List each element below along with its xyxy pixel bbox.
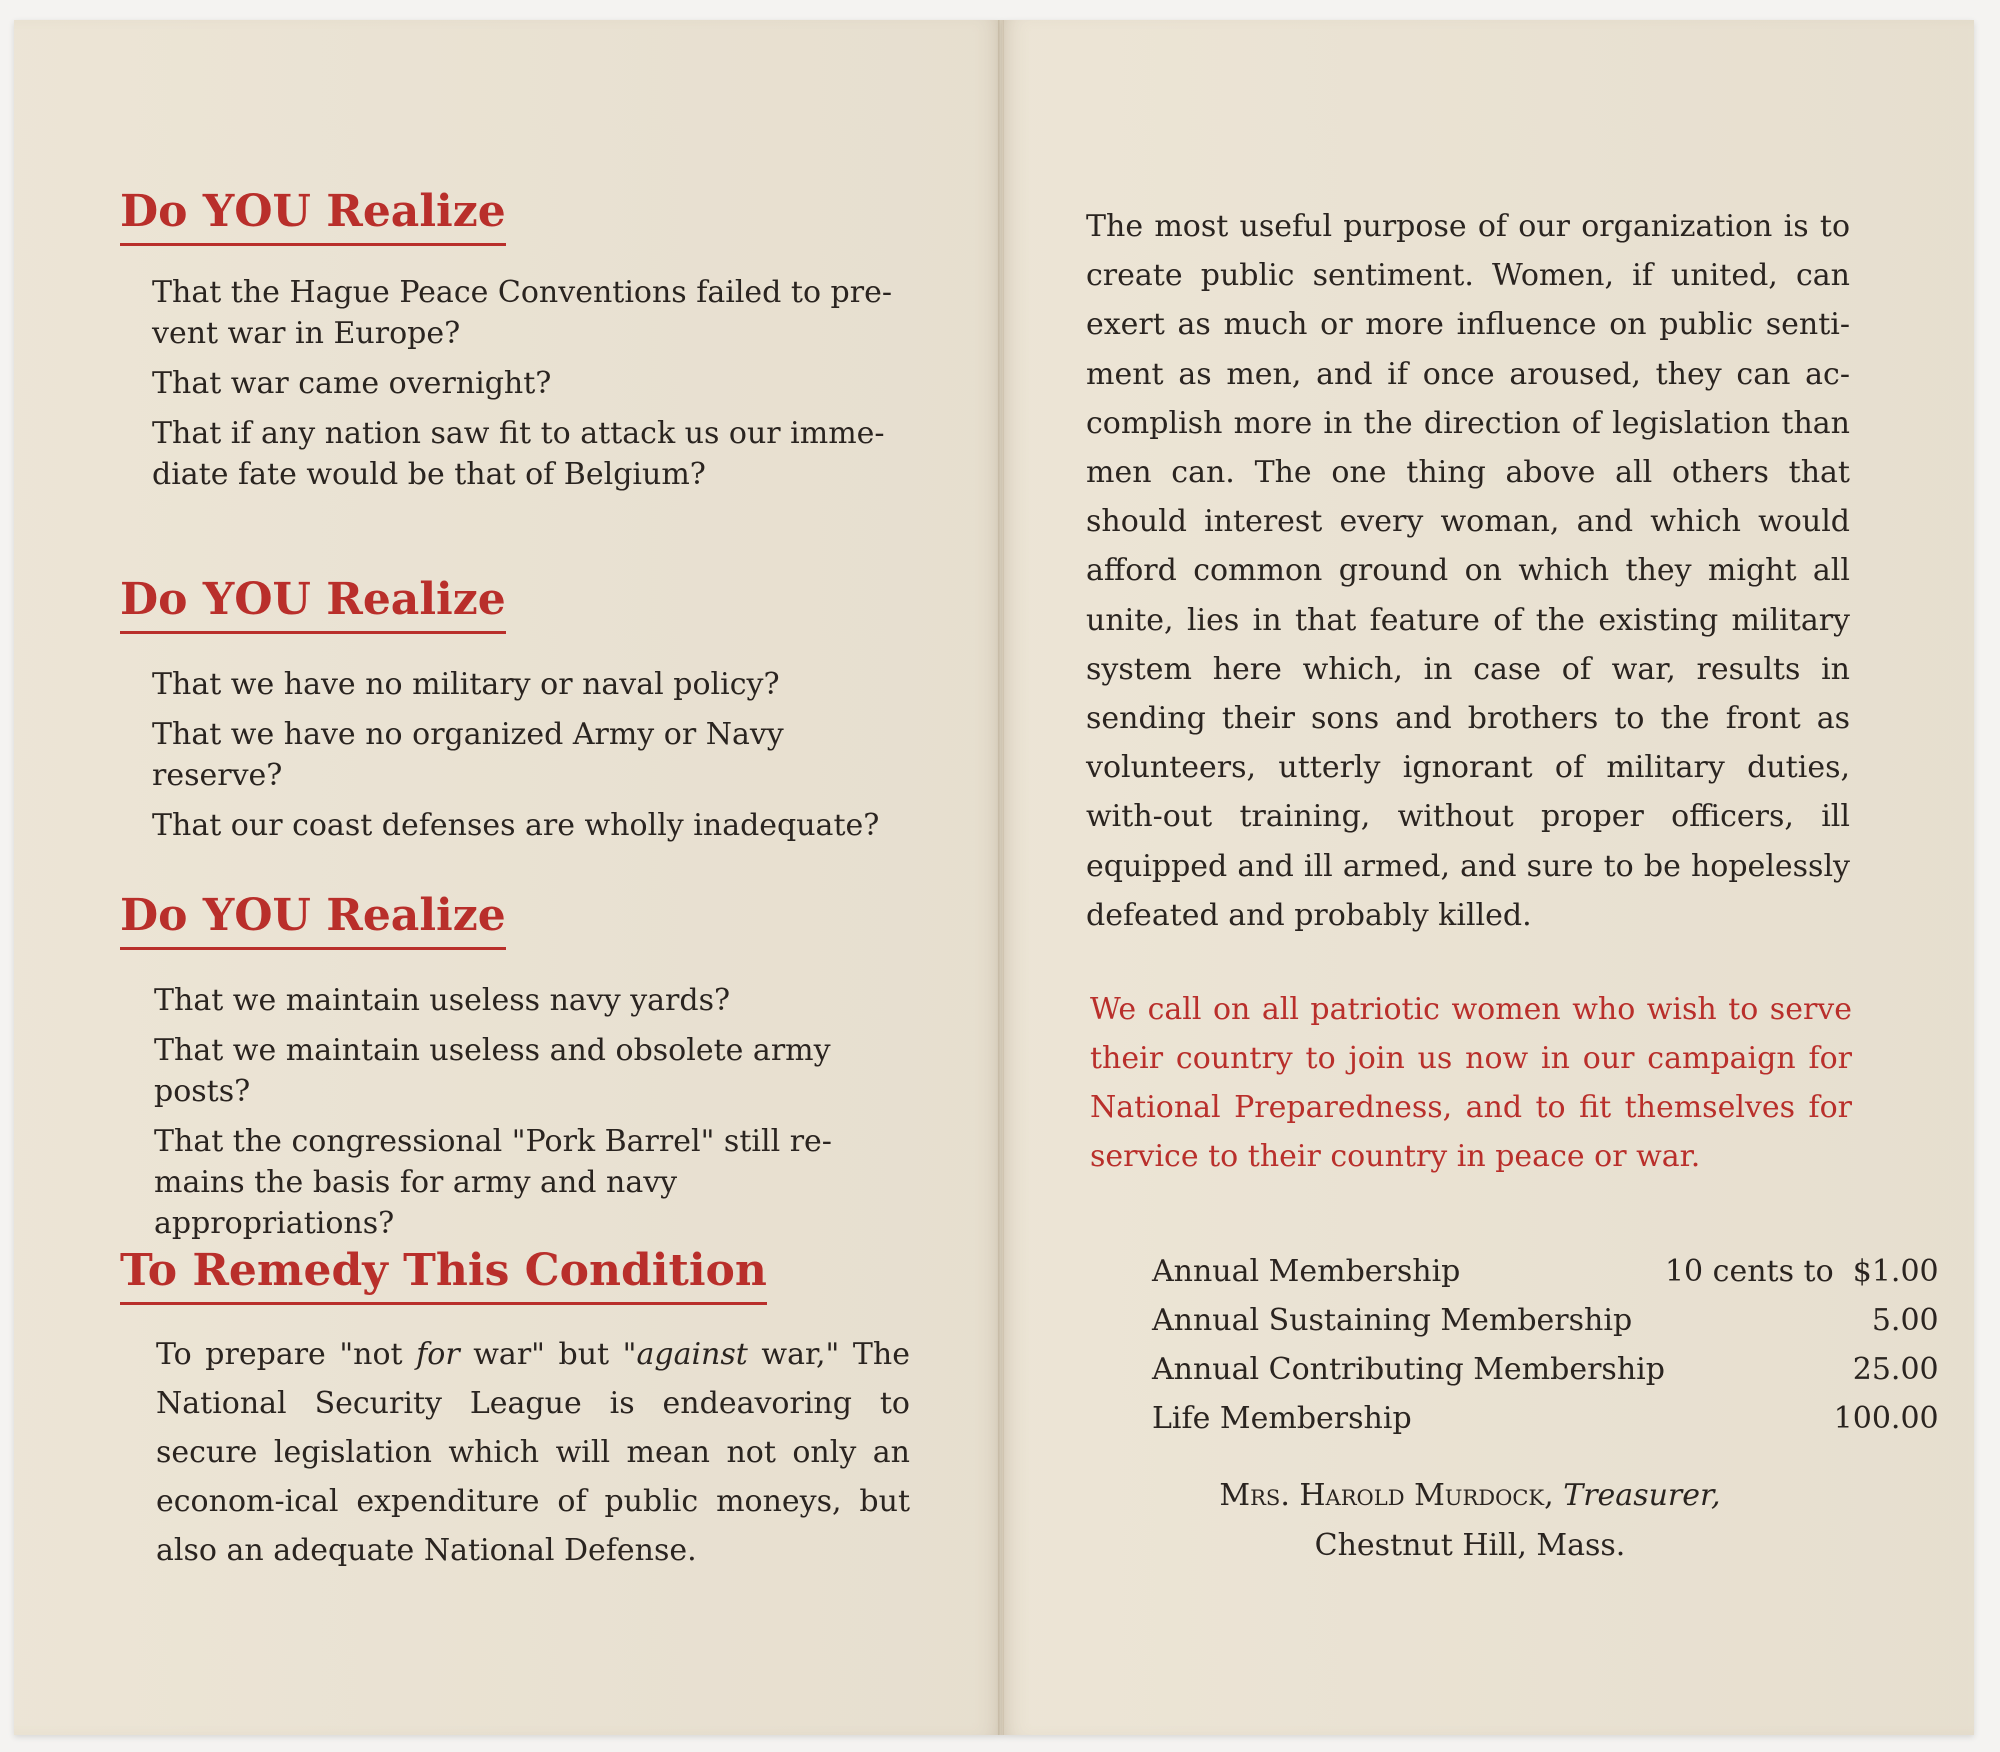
remedy-text-part: war," The National Security League is endeavoring to secure legislation which will mean not only an econom-ical expenditure of public moneys, but also an adequate National Defense. — [156, 1337, 910, 1568]
remedy-text-emphasis: against — [636, 1337, 748, 1372]
section-heading: Do YOU Realize — [120, 890, 506, 950]
page-fold — [998, 20, 1004, 1735]
remedy-paragraph — [156, 1330, 910, 1575]
organization-purpose-paragraph: The most useful purpose of our organization is to create public sentiment. Women, if united, can exert as much or more influence on public senti-ment as men, and if once aroused, they can ac-complish more in the direction of legislation than men can. The one thing above all others that should interest every woman, and which would afford common ground on which they might all unite, lies in that feature of the existing military system here which, in case of war, results in sending their sons and brothers to the front as volunteers, utterly ignorant of military duties, with-out training, without proper officers, ill equipped and ill armed, and sure to be hopelessly defeated and probably killed. — [1086, 209, 1850, 933]
remedy-text-emphasis: for — [416, 1337, 460, 1372]
membership-range — [1665, 1296, 1834, 1345]
membership-amount: $1.00 — [1852, 1254, 1939, 1289]
membership-name: Annual Membership — [1152, 1254, 1461, 1289]
call-to-action-paragraph: We call on all patriotic women who wish to serve their country to join us now in our campaign for National Preparedness, and to fit themselves for service to their country in peace or war. — [1090, 992, 1852, 1174]
membership-name: Annual Contributing Membership — [1152, 1352, 1665, 1387]
membership-amount: 25.00 — [1852, 1352, 1939, 1387]
section-heading: Do YOU Realize — [120, 574, 506, 634]
membership-name: Annual Sustaining Membership — [1152, 1303, 1633, 1338]
membership-amount: 5.00 — [1871, 1303, 1939, 1338]
question-item: That our coast defenses are wholly inadequate? — [152, 808, 880, 843]
membership-row — [1152, 1247, 1939, 1296]
question-item: That the Hague Peace Conventions failed to pre-vent war in Europe? — [152, 275, 892, 351]
question-item: That we maintain useless and obsolete army posts? — [154, 1033, 831, 1109]
question-item: That the congressional "Pork Barrel" still re-mains the basis for army and navy appropriations? — [154, 1124, 832, 1241]
membership-range: 10 cents to — [1664, 1254, 1834, 1289]
section-heading: Do YOU Realize — [120, 186, 506, 246]
treasurer-title: Treasurer, — [1563, 1478, 1721, 1513]
membership-range — [1665, 1394, 1834, 1443]
membership-range — [1665, 1345, 1834, 1394]
membership-row — [1152, 1296, 1939, 1345]
treasurer-line — [1100, 1478, 1840, 1513]
membership-table — [1152, 1247, 1939, 1443]
question-item: That we have no military or naval policy? — [152, 667, 780, 702]
membership-name: Life Membership — [1152, 1401, 1412, 1436]
question-item: That war came overnight? — [152, 366, 552, 401]
membership-row — [1152, 1345, 1939, 1394]
treasurer-location: Chestnut Hill, Mass. — [1314, 1528, 1626, 1563]
remedy-text-part: war" but " — [459, 1337, 637, 1372]
membership-row — [1152, 1394, 1939, 1443]
question-list — [152, 664, 922, 846]
question-item: That we maintain useless navy yards? — [154, 983, 731, 1018]
membership-amount: 100.00 — [1833, 1401, 1939, 1436]
section-heading: To Remedy This Condition — [120, 1245, 767, 1305]
question-list — [152, 272, 912, 495]
question-list — [154, 980, 914, 1244]
treasurer-name: Mrs. Harold Murdock, — [1219, 1478, 1554, 1513]
question-item: That we have no organized Army or Navy reserve? — [152, 717, 784, 793]
question-item: That if any nation saw fit to attack us our imme-diate fate would be that of Belgium? — [152, 416, 885, 492]
remedy-text-part: To prepare "not — [156, 1337, 417, 1372]
